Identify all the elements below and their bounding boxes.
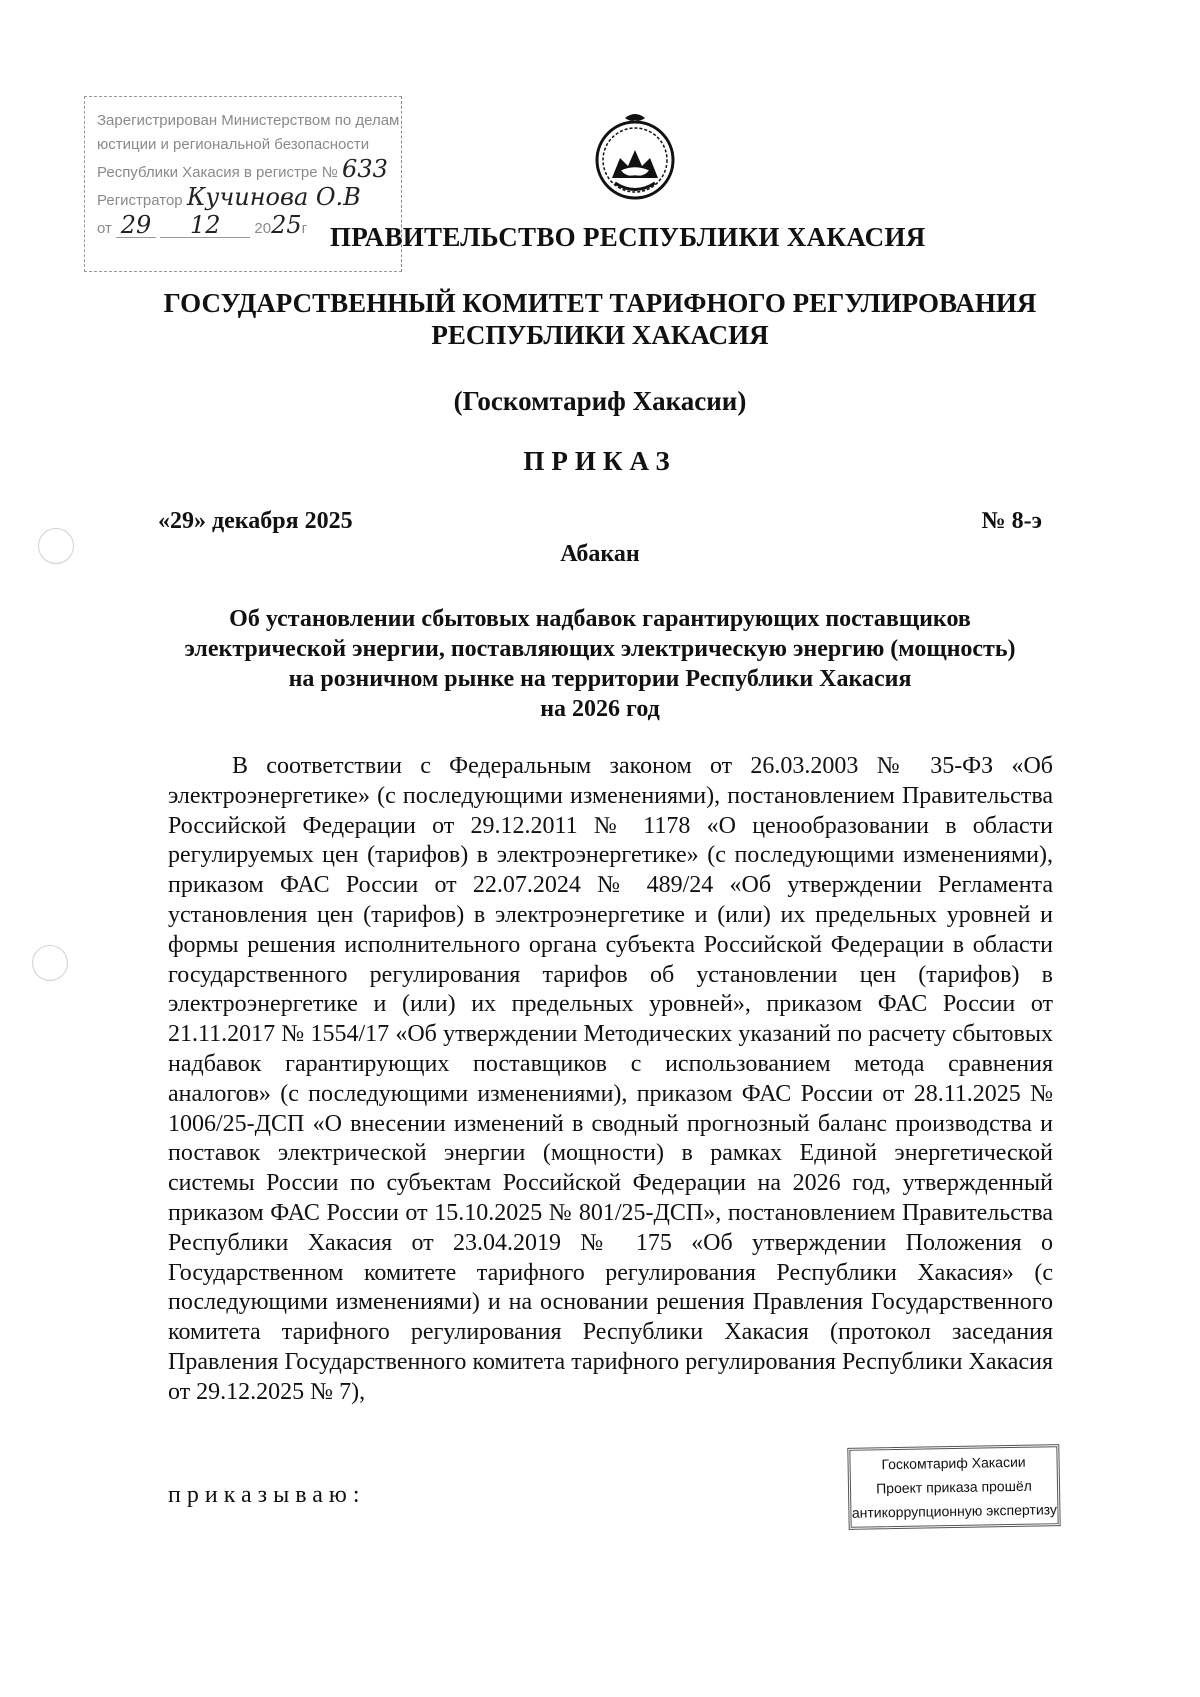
anticorruption-stamp-line2: Проект приказа прошёл bbox=[876, 1477, 1032, 1497]
subject-line4: на 2026 год bbox=[540, 696, 660, 722]
registration-year: 25 bbox=[271, 211, 302, 239]
registration-stamp-line2: юстиции и региональной безопасности bbox=[97, 136, 370, 153]
order-verb: приказываю: bbox=[168, 1482, 366, 1508]
registry-number: 633 bbox=[342, 155, 388, 183]
registration-stamp-line3 bbox=[97, 157, 401, 185]
registrar-label: Регистратор bbox=[97, 192, 183, 209]
government-title: ПРАВИТЕЛЬСТВО РЕСПУБЛИКИ ХАКАСИЯ bbox=[330, 222, 926, 252]
committee-title bbox=[0, 287, 1200, 351]
order-date: «29» декабря 2025 bbox=[158, 508, 353, 534]
subject-line2: электрической энергии, поставляющих электрическую энергию (мощность) bbox=[184, 636, 1016, 662]
registrar-name: Кучинова О.В bbox=[186, 183, 361, 211]
registration-stamp-line1: Зарегистрирован Министерством по делам bbox=[97, 112, 400, 129]
subject-line1: Об установлении сбытовых надбавок гарантирующих поставщиков bbox=[229, 606, 971, 632]
subject-line3: на розничном рынке на территории Республики Хакасия bbox=[288, 666, 912, 692]
registration-day: 29 bbox=[116, 213, 156, 238]
registration-year-suffix: г bbox=[301, 220, 308, 237]
order-subject bbox=[150, 604, 1050, 724]
order-city: Абакан bbox=[560, 541, 640, 567]
committee-short-name: (Госкомтариф Хакасии) bbox=[453, 386, 747, 416]
registration-month: 12 bbox=[160, 213, 250, 238]
preamble-paragraph: В соответствии с Федеральным законом от 26.03.2003 № 35-ФЗ «Об электроэнергетике» (с последующими изменениями), постановлением Правительства Российской Федерации от 29.12.2011 № 1178 «О ценообразовании в области регулируемых цен (тарифов) в электроэнергетике» (с последующими изменениями), приказом ФАС России от 22.07.2024 № 489/24 «Об утверждении Регламента установления цен (тарифов) в электроэнергетике и (или) их предельных уровней и формы решения исполнительного органа субъекта Российской Федерации в области государственного регулирования тарифов об установлении цен (тарифов) в электроэнергетике и (или) их предельных уровней», приказом ФАС России от 21.11.2017 № 1554/17 «Об утверждении Методических указаний по расчету сбытовых надбавок гарантирующих поставщиков с использованием метода сравнения аналогов» (с последующими изменениями), приказом ФАС России от 28.11.2025 № 1006/25-ДСП «О внесении изменений в сводный прогнозный баланс производства и поставок электрической энергии (мощности) в рамках Единой энергетической системы России по субъектам Российской Федерации на 2026 год, утвержденный приказом ФАС России от 15.10.2025 № 801/25-ДСП», постановлением Правительства Республики Хакасия от 23.04.2019 № 175 «Об утверждении Положения о Государственном комитете тарифного регулирования Республики Хакасия» (с последующими изменениями) и на основании решения Правления Государственного комитета тарифного регулирования Республики Хакасия (протокол заседания Правления Государственного комитета тарифного регулирования Республики Хакасия от 29.12.2025 № 7), bbox=[168, 753, 1053, 1405]
date-prefix: от bbox=[97, 220, 112, 237]
anticorruption-stamp bbox=[847, 1444, 1060, 1530]
registrar-row bbox=[97, 185, 401, 213]
registration-year-prefix: 20 bbox=[254, 220, 272, 237]
registry-label: Республики Хакасия в регистре № bbox=[97, 164, 338, 181]
committee-title-line2: РЕСПУБЛИКИ ХАКАСИЯ bbox=[431, 320, 769, 350]
anticorruption-stamp-line1: Госкомтариф Хакасии bbox=[881, 1453, 1026, 1473]
document-type: ПРИКАЗ bbox=[523, 446, 677, 476]
coat-of-arms-icon bbox=[590, 108, 680, 208]
anticorruption-stamp-line3: антикоррупционную экспертизу bbox=[851, 1501, 1058, 1521]
punch-hole-bottom bbox=[32, 945, 68, 981]
order-number: № 8-э bbox=[981, 508, 1042, 534]
committee-title-line1: ГОСУДАРСТВЕННЫЙ КОМИТЕТ ТАРИФНОГО РЕГУЛИРОВАНИЯ bbox=[163, 288, 1037, 318]
